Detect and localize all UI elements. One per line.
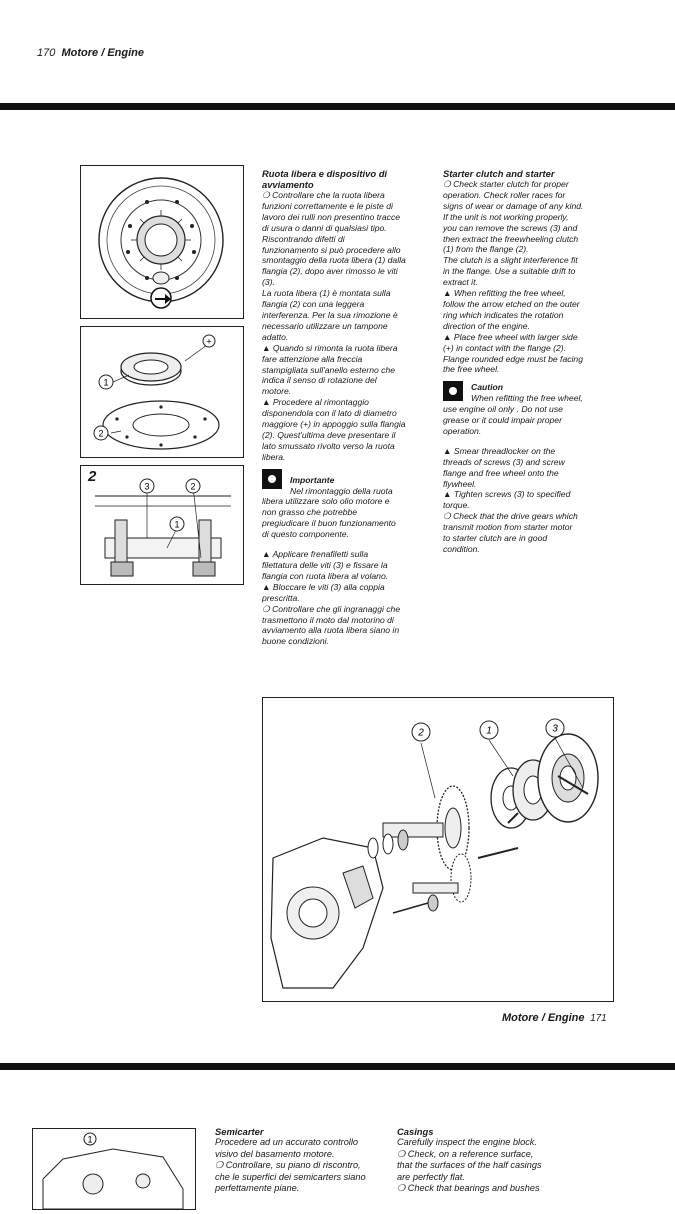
text-line: then extract the freewheeling clutch <box>443 233 579 244</box>
text-line: direction of the engine. <box>443 320 530 331</box>
text-line: you can remove the screws (3) and <box>443 222 578 233</box>
text-line: che le superfici dei semicarters siano <box>215 1171 366 1182</box>
text-line: ▲ Quando si rimonta la ruota libera <box>262 342 398 353</box>
text-line: pregiudicare il buon funzionamento <box>262 518 396 529</box>
italian-heading: Ruota libera e dispositivo di avviamento <box>262 168 388 190</box>
svg-text:1: 1 <box>87 1134 93 1145</box>
text-line: funzioni correttamente e le piste di <box>262 200 393 211</box>
italian-important-note <box>262 469 440 497</box>
page-number: 170 <box>37 47 56 59</box>
page-header <box>37 47 144 59</box>
text-line: lavoro dei rulli non presentino tracce <box>262 211 401 222</box>
text-line: to starter clutch are in good <box>443 533 548 544</box>
callout-2: 2 <box>98 428 104 439</box>
text-line: prescritta. <box>262 592 300 603</box>
next-english-body <box>397 1137 597 1195</box>
starter-assembly-illustration <box>263 698 613 1001</box>
figure-starter-exploded <box>262 697 614 1002</box>
text-line: lato smussato rivolto verso la ruota <box>262 440 395 451</box>
text-line: ❍ Check starter clutch for proper <box>443 179 569 189</box>
english-column <box>443 168 625 555</box>
warning-square-icon <box>443 381 463 401</box>
text-line: libera. <box>262 451 286 462</box>
footer-page-number: 171 <box>590 1013 607 1024</box>
text-line: transmit motion from starter motor <box>443 522 573 533</box>
text-line: flangia (2), dopo aver rimosso le viti <box>262 266 398 277</box>
next-italian-body <box>215 1137 393 1195</box>
text-line: flangia (2) con una leggera <box>262 299 365 310</box>
text-line: disponendola con il lato di diametro <box>262 408 397 419</box>
text-line: are perfectly flat. <box>397 1171 465 1182</box>
text-line: ▲ When refitting the free wheel, <box>443 288 566 299</box>
english-note-body <box>443 404 625 437</box>
text-line: ❍ Check, on a reference surface, <box>397 1148 534 1159</box>
page-title: Motore / Engine <box>61 47 144 59</box>
callout-1: 1 <box>486 725 492 737</box>
figure-casing-preview <box>32 1128 196 1210</box>
callout-1: 1 <box>103 377 109 388</box>
text-line: maggiore (+) in appoggio sulla flangia <box>262 419 406 430</box>
text-line: threads of screws (3) and screw <box>443 456 565 467</box>
text-line: use engine oil only . Do not use <box>443 404 563 415</box>
text-line: operation. <box>443 425 482 436</box>
english-note-first: When refitting the free wheel, <box>471 393 583 404</box>
figure-freewheel-exploded <box>80 326 244 458</box>
text-line: buone condizioni. <box>262 636 329 647</box>
next-english-column <box>397 1126 597 1195</box>
next-english-heading: Casings <box>397 1126 434 1137</box>
text-line: avviamento alla ruota libera siano in <box>262 625 400 636</box>
text-line: The clutch is a slight interference fit <box>443 255 578 266</box>
text-line: motore. <box>262 386 292 397</box>
text-line: (2). Quest'ultima deve presentare il <box>262 429 396 440</box>
text-line: visivo del basamento motore. <box>215 1148 335 1159</box>
header-rule <box>0 103 675 110</box>
text-line: ❍ Check that bearings and bushes <box>397 1183 540 1193</box>
text-line: signs of wear or damage of any kind. <box>443 200 584 211</box>
text-line: libera utilizzare solo olio motore e <box>262 496 390 507</box>
text-line: necessario utilizzare un tampone <box>262 320 388 331</box>
casing-illustration <box>33 1129 195 1209</box>
text-line: ▲ Applicare frenafiletti sulla <box>262 549 369 560</box>
text-line: perfettamente piane. <box>215 1183 300 1193</box>
text-line: La ruota libera (1) è montata sulla <box>262 288 391 299</box>
text-line: filettatura delle viti (3) e fissare la <box>262 560 388 570</box>
callout-3: 3 <box>552 723 558 735</box>
text-line: extract it. <box>443 277 478 288</box>
english-caution-note <box>443 381 625 404</box>
text-line: indica il senso di rotazione del <box>262 375 377 386</box>
text-line: Riscontrando difetti di <box>262 233 345 244</box>
text-line: ring which indicates the rotation <box>443 309 564 320</box>
figure-flywheel-top <box>80 165 244 319</box>
text-line: ❍ Check that the drive gears which <box>443 511 578 522</box>
text-line: di questo componente. <box>262 529 349 540</box>
freewheel-illustration <box>81 327 243 457</box>
text-line: Flange rounded edge must be facing <box>443 353 583 364</box>
text-line: stampigliata sull'anello esterno che <box>262 364 396 375</box>
page-footer <box>502 1012 607 1024</box>
english-heading: Starter clutch and starter <box>443 168 555 179</box>
text-line: di usura o danni di qualsiasi tipo. <box>262 222 387 233</box>
text-line: non grasso che potrebbe <box>262 507 358 518</box>
text-line: funzionamento si può procedere allo <box>262 244 401 255</box>
warning-square-icon <box>262 469 282 489</box>
english-body <box>443 179 625 375</box>
section-illustration <box>81 466 243 584</box>
callout-2: 2 <box>418 727 424 739</box>
text-line: ❍ Controllare che gli ingranaggi che <box>262 603 401 614</box>
svg-text:2: 2 <box>190 481 196 492</box>
text-line: the free wheel. <box>443 364 500 375</box>
english-body-2 <box>443 446 625 555</box>
text-line: Carefully inspect the engine block. <box>397 1137 537 1147</box>
page-separator-rule <box>0 1063 675 1070</box>
text-line: condition. <box>443 544 480 554</box>
italian-body <box>262 190 440 463</box>
italian-note-body <box>262 496 440 540</box>
text-line: that the surfaces of the half casings <box>397 1160 542 1170</box>
text-line: (1) from the flange (2). <box>443 244 529 255</box>
text-line: adatto. <box>262 331 289 342</box>
text-line: ▲ Smear threadlocker on the <box>443 445 556 456</box>
text-line: ❍ Controllare che la ruota libera <box>262 190 385 200</box>
text-line: interferenza. Per la sua rimozione è <box>262 309 398 320</box>
text-line: flangia con ruota libera al volano. <box>262 570 389 581</box>
text-line: If the unit is not working properly, <box>443 211 569 222</box>
figure-number: 2 <box>88 468 97 485</box>
text-line: trasmettono il moto dal motorino di <box>262 614 394 625</box>
english-note-heading: Caution <box>471 382 503 393</box>
svg-text:1: 1 <box>174 519 180 530</box>
figure-section <box>80 465 244 585</box>
text-line: ▲ Place free wheel with larger side <box>443 331 578 342</box>
text-line: ▲ Tighten screws (3) to specified <box>443 489 571 500</box>
next-italian-column <box>215 1126 393 1195</box>
text-line: torque. <box>443 500 470 511</box>
text-line: (+) in contact with the flange (2). <box>443 342 566 353</box>
flywheel-illustration <box>81 166 243 318</box>
text-line: ❍ Controllare, su piano di riscontro, <box>215 1160 361 1170</box>
text-line: follow the arrow etched on the outer <box>443 298 580 309</box>
text-line: operation. Check roller races for <box>443 189 566 200</box>
text-line: fare attenzione alla freccia <box>262 353 363 364</box>
italian-note-first: Nel rimontaggio della ruota <box>290 485 393 496</box>
text-line: flange and free wheel onto the <box>443 467 559 478</box>
svg-text:3: 3 <box>144 481 150 492</box>
text-line: (3). <box>262 277 275 288</box>
text-line: ▲ Bloccare le viti (3) alla coppia <box>262 581 385 592</box>
next-italian-heading: Semicarter <box>215 1126 264 1137</box>
text-line: smontaggio della ruota libera (1) dalla <box>262 255 406 266</box>
text-line: in the flange. Use a suitable drift to <box>443 266 576 277</box>
italian-column <box>262 168 440 647</box>
text-line: Procedere ad un accurato controllo <box>215 1137 359 1147</box>
text-line: grease or it could impair proper <box>443 415 562 426</box>
italian-body-2 <box>262 549 440 647</box>
footer-title: Motore / Engine <box>502 1012 585 1024</box>
callout-plus: + <box>206 336 212 347</box>
text-line: flywheel. <box>443 478 477 489</box>
italian-note-heading: Importante <box>290 474 335 485</box>
text-line: ▲ Procedere al rimontaggio <box>262 397 369 408</box>
